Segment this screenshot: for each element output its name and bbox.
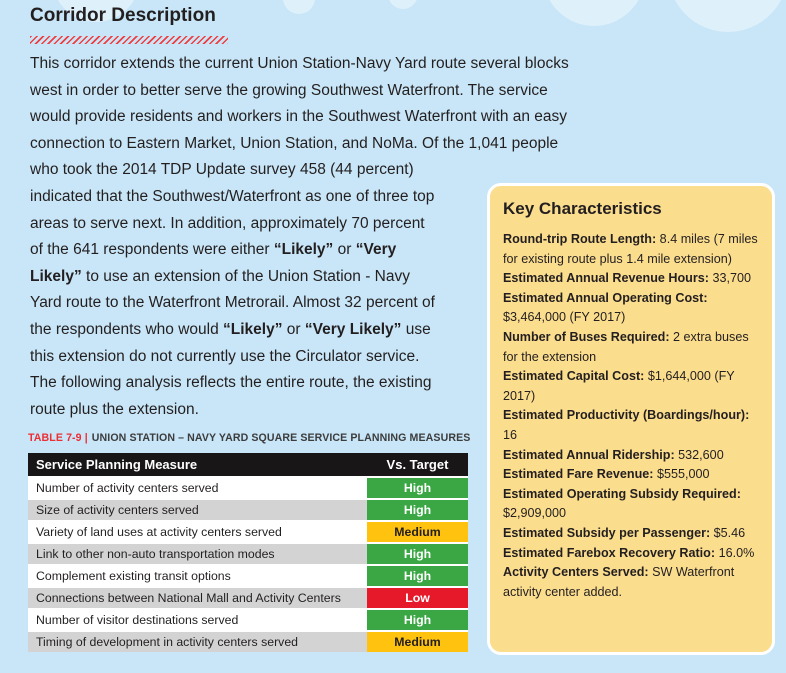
- table-row: [28, 610, 468, 632]
- key-characteristic-entry: Estimated Subsidy per Passenger: $5.46: [503, 525, 746, 540]
- measure-cell: Number of visitor destinations served: [28, 610, 367, 630]
- key-characteristics-box: [487, 183, 775, 655]
- page-title: Corridor Description: [30, 5, 216, 26]
- key-characteristic-entry: Estimated Farebox Recovery Ratio: 16.0%: [503, 545, 755, 560]
- table-row: [28, 522, 468, 544]
- rating-badge: High: [367, 478, 468, 498]
- table-number: TABLE 7-9 |: [28, 432, 88, 444]
- body-line: This corridor extends the current Union Station-Navy Yard route several blocks: [30, 55, 569, 72]
- key-characteristic-entry: Number of Buses Required: 2 extra buses for the extension: [503, 329, 749, 364]
- rating-badge: High: [367, 544, 468, 564]
- body-line: route plus the extension.: [30, 400, 199, 418]
- rating-badge: Low: [367, 588, 468, 608]
- body-line: connection to Eastern Market, Union Station, and NoMa. Of the 1,041 people: [30, 134, 559, 152]
- key-characteristic-entry: Estimated Productivity (Boardings/hour): 16: [503, 408, 750, 442]
- key-characteristic-entry: Estimated Annual Revenue Hours: 33,700: [503, 271, 752, 286]
- cloud-decoration: [668, 0, 786, 32]
- body-line: who took the 2014 TDP Update survey 458 (44 percent): [30, 161, 414, 179]
- body-line: this extension do not currently use the Circulator service.: [30, 347, 420, 365]
- table-header-measure: Service Planning Measure: [36, 457, 198, 472]
- measure-cell: Number of activity centers served: [28, 478, 367, 498]
- service-planning-table: [28, 453, 468, 652]
- key-characteristic-entry: Activity Centers Served: SW Waterfront activity center added.: [503, 565, 735, 599]
- measure-cell: Connections between National Mall and Activity Centers: [28, 588, 367, 608]
- key-characteristic-entry: Estimated Annual Ridership: 532,600: [503, 447, 724, 462]
- key-characteristic-entry: Estimated Capital Cost: $1,644,000 (FY 2017): [503, 369, 735, 403]
- key-characteristic-entry: Estimated Fare Revenue: $555,000: [503, 467, 710, 482]
- table-row: [28, 588, 468, 610]
- key-characteristics-title: Key Characteristics: [503, 199, 662, 218]
- measure-cell: Link to other non-auto transportation modes: [28, 544, 367, 564]
- measure-cell: Complement existing transit options: [28, 566, 367, 586]
- table-row: [28, 478, 468, 500]
- table-caption-text: UNION STATION – NAVY YARD SQUARE SERVICE PLANNING MEASURES: [91, 432, 471, 444]
- table-row: [28, 500, 468, 522]
- key-characteristics-list: [503, 230, 759, 602]
- table-header-target: Vs. Target: [386, 457, 449, 472]
- table-row: [28, 566, 468, 588]
- body-line: The following analysis reflects the entire route, the existing: [30, 374, 432, 392]
- table-row: [28, 544, 468, 566]
- body-line: areas to serve next. In addition, approximately 70 percent: [30, 214, 425, 232]
- cloud-decoration: [283, 0, 315, 14]
- table-header-row: [28, 453, 468, 478]
- key-characteristic-entry: Round-trip Route Length: 8.4 miles (7 miles for existing route plus 1.4 mile extension): [503, 232, 758, 266]
- rating-badge: High: [367, 500, 468, 520]
- rating-badge: Medium: [367, 522, 468, 542]
- measure-cell: Variety of land uses at activity centers served: [28, 522, 367, 542]
- measure-cell: Timing of development in activity centers served: [28, 632, 367, 652]
- table-row: [28, 632, 468, 652]
- rating-badge: High: [367, 566, 468, 586]
- body-line: the respondents who would “Likely” or “Very Likely” use: [30, 320, 431, 338]
- rating-badge: High: [367, 610, 468, 630]
- body-line: Likely” to use an extension of the Union Station - Navy: [30, 267, 410, 285]
- key-characteristic-entry: Estimated Operating Subsidy Required: $2,909,000: [503, 486, 741, 521]
- measure-cell: Size of activity centers served: [28, 500, 367, 520]
- cloud-decoration: [543, 0, 645, 26]
- body-line: Yard route to the Waterfront Metrorail. Almost 32 percent of: [30, 294, 435, 312]
- key-characteristic-entry: Estimated Annual Operating Cost: $3,464,000 (FY 2017): [503, 290, 708, 325]
- rating-badge: Medium: [367, 632, 468, 652]
- title-underline-decoration: [30, 36, 228, 44]
- cloud-decoration: [388, 0, 418, 9]
- body-line: west in order to better serve the growing Southwest Waterfront. The service: [30, 81, 548, 99]
- table-body: [28, 478, 468, 652]
- body-line: of the 641 respondents were either “Likely” or “Very: [30, 241, 397, 259]
- table-caption: [28, 432, 470, 444]
- body-line: indicated that the Southwest/Waterfront as one of three top: [30, 187, 435, 205]
- body-line: would provide residents and workers in the Southwest Waterfront with an easy: [30, 108, 568, 126]
